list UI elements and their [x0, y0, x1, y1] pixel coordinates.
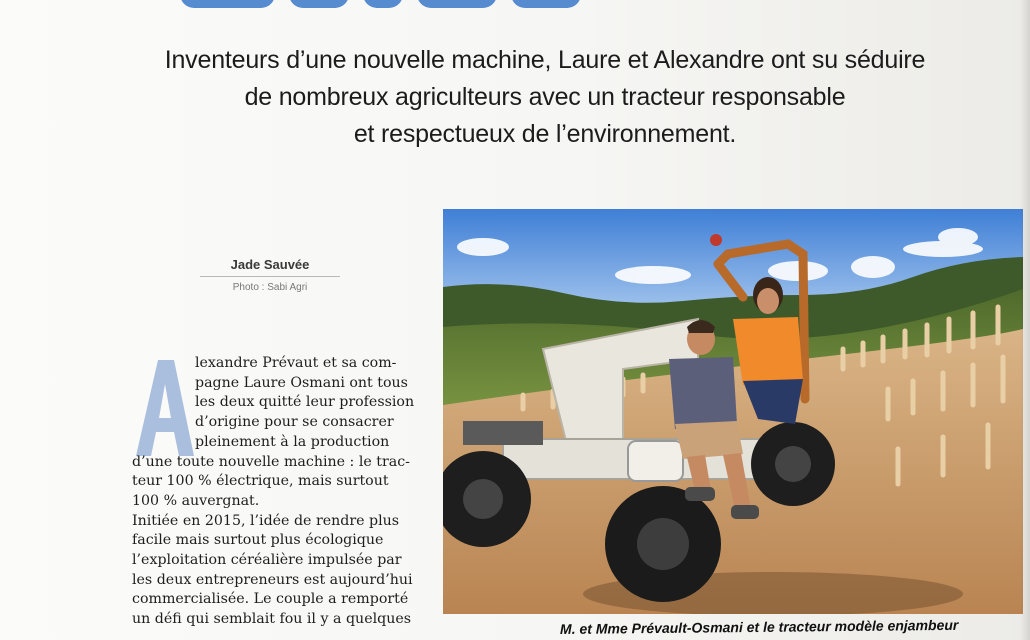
author-name: Jade Sauvée	[200, 257, 340, 277]
article-line: commercialisée. Le couple a remporté	[132, 591, 409, 608]
title-remnant	[180, 0, 600, 8]
article-line: pleinement à la production	[195, 433, 390, 450]
article-line: lexandre Prévaut et sa com-	[195, 355, 397, 371]
article-line: teur 100 % électrique, mais surtout	[132, 473, 389, 490]
article-line: pagne Laure Osmani ont tous	[195, 374, 408, 391]
lead-line: de nombreux agriculteurs avec un tracteur responsable	[244, 83, 846, 111]
photo-credit: Photo : Sabi Agri	[232, 282, 308, 293]
lead-line: et respectueux de l’environnement.	[353, 120, 737, 148]
lead-paragraph	[120, 42, 970, 153]
article-line: les deux quitté leur profession	[195, 394, 415, 411]
article-line: d’une toute nouvelle machine : le trac-	[132, 453, 410, 470]
article-body	[132, 354, 422, 630]
tractor-photo-illustration	[443, 209, 1023, 614]
article-line: facile mais surtout plus écologique	[132, 532, 384, 549]
lead-line: Inventeurs d’une nouvelle machine, Laure et Alexandre ont su séduire	[164, 46, 926, 74]
photo-caption: M. et Mme Prévault-Osmani et le tracteur modèle enjambeur	[559, 616, 959, 637]
article-line: 100 % auvergnat.	[132, 492, 260, 509]
article-line: les deux entrepreneurs est aujourd’hui	[132, 571, 413, 588]
article-line: d’origine pour se consacrer	[195, 414, 394, 431]
page-edge-shadow	[1020, 0, 1030, 640]
article-line: un défi qui semblait fou il y a quelques	[132, 611, 412, 628]
tractor-photo	[443, 209, 1023, 614]
article-line: l’exploitation céréalière impulsée par	[132, 552, 402, 569]
article-line: Initiée en 2015, l’idée de rendre plus	[132, 512, 400, 529]
byline	[200, 257, 340, 293]
